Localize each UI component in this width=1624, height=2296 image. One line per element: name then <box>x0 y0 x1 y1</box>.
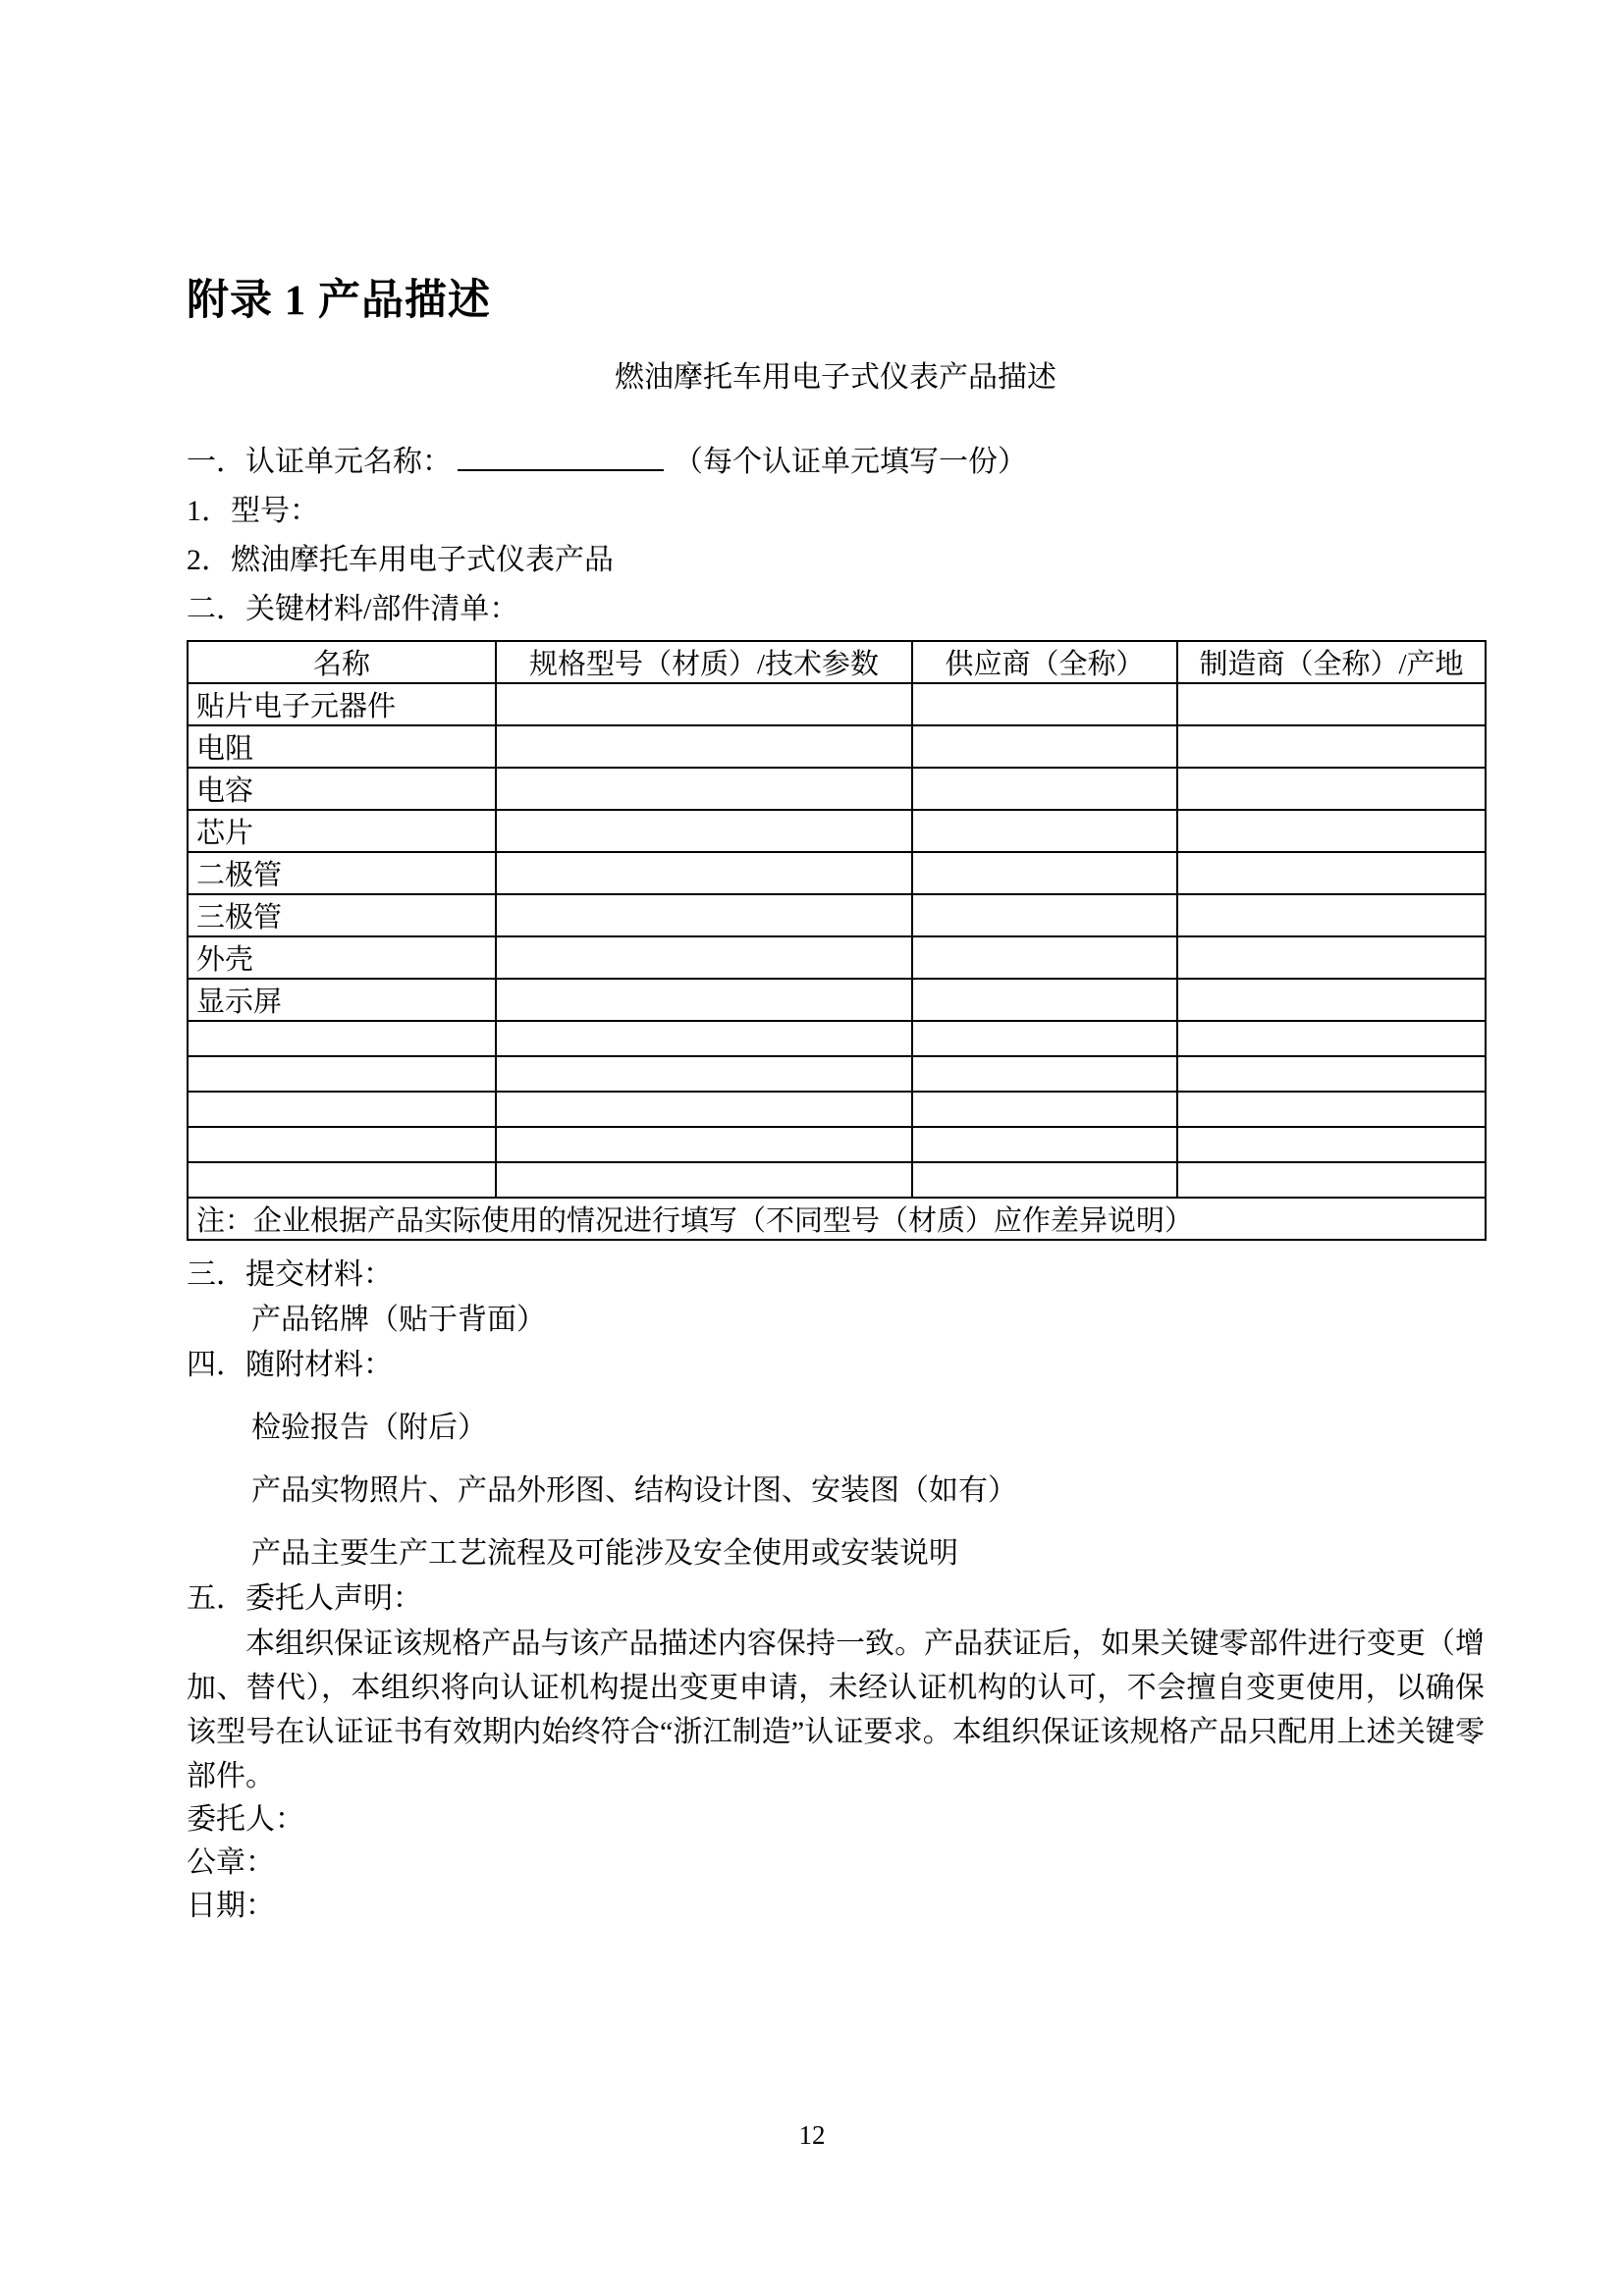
manufacturer-cell <box>1177 1162 1486 1198</box>
manufacturer-cell <box>1177 979 1486 1021</box>
page-title: 附录 1 产品描述 <box>187 278 491 324</box>
manufacturer-cell <box>1177 936 1486 979</box>
part-name-cell <box>188 1092 496 1127</box>
supplier-cell <box>912 725 1177 768</box>
supplier-cell <box>912 1056 1177 1092</box>
accompanying-item-process: 产品主要生产工艺流程及可能涉及安全使用或安装说明 <box>251 1537 958 1570</box>
list-item-model: 1．型号： <box>187 495 319 527</box>
page-number: 12 <box>798 2120 826 2150</box>
manufacturer-cell <box>1177 1127 1486 1162</box>
table-row <box>188 936 1486 979</box>
accompanying-item-report: 检验报告（附后） <box>251 1412 487 1444</box>
blank-fill-line <box>458 440 664 471</box>
part-name-cell <box>188 1127 496 1162</box>
table-row <box>188 683 1486 725</box>
supplier-cell <box>912 852 1177 894</box>
manufacturer-cell <box>1177 1056 1486 1092</box>
spec-cell <box>496 936 912 979</box>
certification-unit-line <box>187 438 1485 487</box>
part-name-cell: 外壳 <box>188 936 496 979</box>
page-content <box>187 0 1485 1928</box>
part-name-cell: 三极管 <box>188 894 496 936</box>
spec-cell <box>496 1021 912 1056</box>
spec-cell <box>496 1056 912 1092</box>
supplier-cell <box>912 683 1177 725</box>
table-note-row <box>188 1198 1486 1240</box>
consignor-line: 委托人： <box>187 1803 304 1836</box>
manufacturer-cell <box>1177 894 1486 936</box>
supplier-cell <box>912 1021 1177 1056</box>
part-name-cell: 二极管 <box>188 852 496 894</box>
manufacturer-cell <box>1177 1092 1486 1127</box>
accompanying-materials-label: 四．随附材料： <box>187 1349 393 1381</box>
manufacturer-cell <box>1177 725 1486 768</box>
submitted-materials-label: 三．提交材料： <box>187 1258 393 1291</box>
part-name-cell: 芯片 <box>188 810 496 852</box>
accompanying-item-photos: 产品实物照片、产品外形图、结构设计图、安装图（如有） <box>251 1474 1017 1507</box>
key-materials-table <box>187 640 1487 1241</box>
supplier-cell <box>912 1162 1177 1198</box>
table-row-empty <box>188 1127 1486 1162</box>
post-table-sections <box>187 1253 1485 1928</box>
table-row-empty <box>188 1056 1486 1092</box>
spec-cell <box>496 725 912 768</box>
manufacturer-cell <box>1177 768 1486 810</box>
col-header-manufacturer: 制造商（全称）/产地 <box>1177 641 1486 683</box>
submitted-materials-item: 产品铭牌（贴于背面） <box>251 1304 546 1336</box>
table-row-empty <box>188 1092 1486 1127</box>
table-row <box>188 852 1486 894</box>
supplier-cell <box>912 894 1177 936</box>
supplier-cell <box>912 810 1177 852</box>
list-item-product: 2．燃油摩托车用电子式仪表产品 <box>187 544 614 576</box>
table-header-row <box>188 641 1486 683</box>
date-line: 日期： <box>187 1890 275 1922</box>
supplier-cell <box>912 1092 1177 1127</box>
table-row <box>188 725 1486 768</box>
col-header-spec: 规格型号（材质）/技术参数 <box>496 641 912 683</box>
spec-cell <box>496 894 912 936</box>
spec-cell <box>496 852 912 894</box>
manufacturer-cell <box>1177 1021 1486 1056</box>
spec-cell <box>496 810 912 852</box>
table-row-empty <box>188 1021 1486 1056</box>
supplier-cell <box>912 768 1177 810</box>
declaration-paragraph: 本组织保证该规格产品与该产品描述内容保持一致。产品获证后，如果关键零部件进行变更（增加、替代），本组织将向认证机构提出变更申请，未经认证机构的认可，不会擅自变更使用，以确保该型号在认证证书有效期内始终符合“浙江制造”认证要求。本组织保证该规格产品只配用上述关键零部件。 <box>187 1628 1485 1792</box>
table-note: 注：企业根据产品实际使用的情况进行填写（不同型号（材质）应作差异说明） <box>188 1198 1486 1240</box>
spec-cell <box>496 1092 912 1127</box>
key-materials-label: 二．关键材料/部件清单： <box>187 593 519 625</box>
table-row <box>188 979 1486 1021</box>
table-row <box>188 894 1486 936</box>
table-row-empty <box>188 1162 1486 1198</box>
certification-unit-label: 一．认证单元名称： <box>187 446 452 478</box>
part-name-cell <box>188 1021 496 1056</box>
part-name-cell: 显示屏 <box>188 979 496 1021</box>
part-name-cell: 电阻 <box>188 725 496 768</box>
spec-cell <box>496 1162 912 1198</box>
col-header-name: 名称 <box>188 641 496 683</box>
fill-hint: （每个认证单元填写一份） <box>674 446 1027 478</box>
part-name-cell: 贴片电子元器件 <box>188 683 496 725</box>
part-name-cell: 电容 <box>188 768 496 810</box>
spec-cell <box>496 683 912 725</box>
spec-cell <box>496 1127 912 1162</box>
supplier-cell <box>912 979 1177 1021</box>
manufacturer-cell <box>1177 810 1486 852</box>
supplier-cell <box>912 936 1177 979</box>
official-seal-line: 公章： <box>187 1846 275 1879</box>
manufacturer-cell <box>1177 683 1486 725</box>
col-header-supplier: 供应商（全称） <box>912 641 1177 683</box>
product-description-subtitle: 燃油摩托车用电子式仪表产品描述 <box>615 361 1056 394</box>
table-row <box>188 810 1486 852</box>
part-name-cell <box>188 1056 496 1092</box>
manufacturer-cell <box>1177 852 1486 894</box>
table-row <box>188 768 1486 810</box>
spec-cell <box>496 979 912 1021</box>
declaration-label: 五．委托人声明： <box>187 1582 422 1615</box>
part-name-cell <box>188 1162 496 1198</box>
spec-cell <box>496 768 912 810</box>
supplier-cell <box>912 1127 1177 1162</box>
